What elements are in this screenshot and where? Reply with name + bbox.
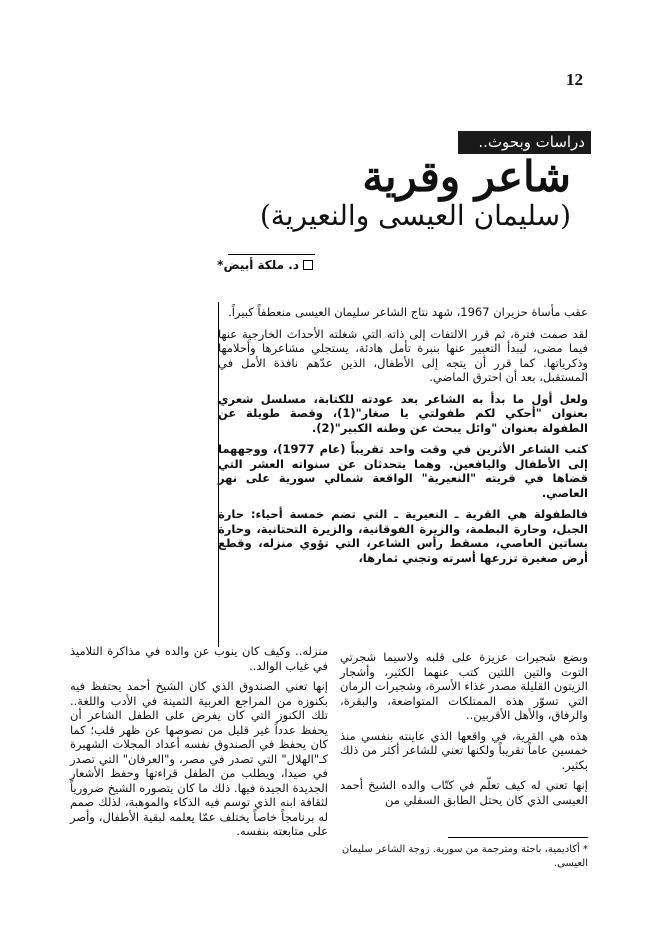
section-tag: دراسات وبحوث.. — [458, 131, 591, 154]
paragraph: فالطفولة هي القرية ـ النعيرية ـ التي تضم خمسة أحياء: حارة الجبل، وحارة البطمة، والزيرة الفوقانية، والزيرة التحتانية، وحارة بساتين العاصي، مسقط رأس الشاعر، التي تؤوي منزله، وقطع أرض صغيرة تزرعها أسرته وتجني ثمارها، — [218, 507, 588, 565]
paragraph: لقد صمت فترة، ثم قرر الالتفات إلى ذاته التي شغلته الأحداث الخارجية عنها فيما مضى، ليبدأ التعبير عنها بنبرة تأمل هادئة، يستجلي مشاعرها وأحلامها وذكرياتها. كما قرر أن يتجه إلى الأطفال، الذين عدّهم نافذة الأمل في المستقبل، بعد أن احترق الماضي. — [218, 326, 588, 384]
paragraph: هذه هي القرية، في واقعها الذي عاينته بنفسي منذ خمسين عاماً تقريباً ولكنها تعني للشاعر أكثر من ذلك بكثير. — [340, 728, 588, 772]
intro-column — [218, 305, 588, 572]
right-column — [340, 650, 588, 813]
paragraph: منزله.. وكيف كان ينوب عن والده في مذاكرة التلاميذ في غياب الوالد.. — [70, 644, 328, 673]
author-line — [217, 258, 313, 272]
left-column — [70, 644, 328, 845]
footnote-rule — [448, 837, 588, 838]
title-rule — [228, 254, 315, 255]
paragraph: كتب الشاعر الأثرين في وقت واحد تقريباً (عام 1977)، ووجههما إلى الأطفال واليافعين. وهما يتحدثان عن سنواته العشر التي قضاها في قريته "النعيرية" الواقعة شمالي سورية على نهر العاصي. — [218, 442, 588, 500]
footnote: * أكاديمية، باحثة ومترجمة من سورية. زوجة الشاعر سليمان العيسى. — [341, 844, 588, 869]
square-bullet-icon — [303, 260, 313, 270]
author-name: د. ملكة أبيض* — [217, 258, 299, 272]
article-title: شاعر وقرية — [362, 152, 571, 201]
paragraph: عقب مأساة حزيران 1967، شهد نتاج الشاعر سليمان العيسى منعطفاً كبيراً. — [228, 305, 588, 319]
paragraph: وبضع شجيرات عزيزة على قلبه ولاسيما شجرتي التوت والتين اللتين كتب عنهما الكثير، وأشجار الزيتون القليلة مصدر غذاء الأسرة، وشجيرات الرمان التي تسوّر هذه الممتلكات المتواضعة، والبقرة، والرفاق، والأهل الأقربين.. — [340, 650, 588, 722]
article-subtitle: (سليمان العيسى والنعيرية) — [259, 199, 571, 232]
paragraph: ولعل أول ما بدأ به الشاعر بعد عودته للكتابة، مسلسل شعري بعنوان "أحكي لكم طفولتي يا صغار"(1)، وقصة طويلة عن الطفولة بعنوان "وائل يبحث عن وطنه الكبير"(2). — [218, 391, 588, 435]
page-number: 12 — [566, 70, 583, 89]
paragraph: إنها تعني الصندوق الذي كان الشيخ أحمد يحتفظ فيه بكنوزه من المراجع العربية الثمينة في الأدب واللغة.. تلك الكنوز التي كان يفرض على الطفل الشاعر أن يحفظ عدداً غير قليل من نصوصها عن ظهر قلب؛ كما كان يحفظ في الصندوق نفسه أعداد المجلات الشهيرة كـ"الهلال" التي تصدر في مصر، و"العرفان" التي تصدر في صيدا، ويطلب من الطفل قراءتها وحفظ الأشعار الجديدة الجيدة فيها. ذلك ما كان يتصوره الشيخ ضرورياً لثقافة ابنه الذي توسم فيه الذكاء والموهبة، لذلك صمم له برنامجاً خاصاً يختلف عمّا يعلمه لبقية الأطفال، وأصر على متابعته بنفسه. — [70, 679, 328, 838]
paragraph: إنها تعني له كيف تعلّم في كتّاب والده الشيخ أحمد العيسى الذي كان يحتل الطابق السفلي من — [340, 778, 588, 807]
